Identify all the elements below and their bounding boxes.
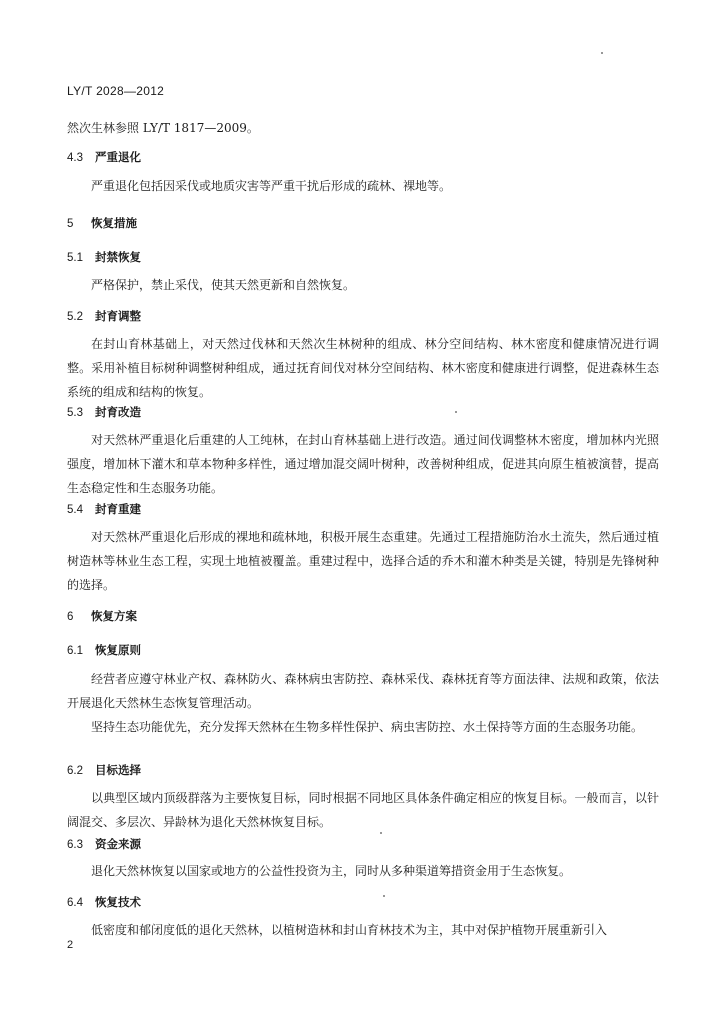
standard-code-header: LY/T 2028—2012 [67,84,165,98]
section-number: 6.1 [67,645,83,657]
section-title: 封育重建 [95,502,141,516]
section-heading-6 [67,609,137,624]
section-title: 恢复原则 [95,643,141,657]
section-heading-5-1 [67,250,141,265]
section-number: 5.3 [67,407,83,419]
paragraph-6-4: 低密度和郁闭度低的退化天然林，以植树造林和封山育林技术为主，其中对保护植物开展重新引入 [91,923,608,937]
section-heading-5-4 [67,502,141,517]
paragraph-6-2: 以典型区域内顶级群落为主要恢复目标，同时根据不同地区具体条件确定相应的恢复目标。一般而言，以针阔混交、多层次、异龄林为退化天然林恢复目标。 [67,791,659,829]
section-heading-6-4 [67,895,141,910]
section-number: 5 [67,218,74,230]
section-title: 封育改造 [95,405,141,419]
section-number: 4.3 [67,152,83,164]
section-title: 封育调整 [95,309,141,323]
section-number: 5.2 [67,311,83,323]
paragraph-5-3: 对天然林严重退化后重建的人工纯林，在封山育林基础上进行改造。通过间伐调整林木密度，增加林内光照强度，增加林下灌木和草本物种多样性，通过增加混交阔叶树种，改善树种组成，促进其向原生植被演替，提高生态稳定性和生态服务功能。 [67,433,659,495]
scan-speck [455,411,457,413]
section-number: 6.4 [67,897,83,909]
section-title: 恢复方案 [91,609,137,623]
section-number: 6 [67,611,74,623]
section-title: 资金来源 [95,837,141,851]
section-heading-5 [67,216,137,231]
section-heading-6-3 [67,837,141,852]
paragraph-6-1-b: 坚持生态功能优先，充分发挥天然林在生物多样性保护、病虫害防控、水土保持等方面的生态服务功能。 [91,720,644,734]
continuation-text: 然次生林参照 LY/T 1817—2009。 [67,121,259,135]
paragraph-5-1: 严格保护，禁止采伐，使其天然更新和自然恢复。 [91,278,356,292]
section-heading-5-2 [67,309,141,324]
scan-speck [601,52,603,54]
section-heading-6-2 [67,763,141,778]
section-number: 5.1 [67,252,83,264]
section-number: 6.2 [67,765,83,777]
section-title: 恢复技术 [95,895,141,909]
scan-speck [383,895,385,897]
section-number: 6.3 [67,839,83,851]
section-title: 恢复措施 [91,216,137,230]
section-title: 封禁恢复 [95,250,141,264]
paragraph-6-1-a: 经营者应遵守林业产权、森林防火、森林病虫害防控、森林采伐、森林抚育等方面法律、法规和政策，依法开展退化天然林生态恢复管理活动。 [67,672,659,710]
page-number: 2 [67,939,74,951]
scan-speck [380,832,382,834]
section-title: 严重退化 [95,150,141,164]
paragraph-5-4: 对天然林严重退化后形成的裸地和疏林地，积极开展生态重建。先通过工程措施防治水土流失，然后通过植树造林等林业生态工程，实现土地植被覆盖。重建过程中，选择合适的乔木和灌木种类是关键，特别是先锋树种的选择。 [67,530,659,592]
section-heading-4-3 [67,150,141,165]
section-title: 目标选择 [95,763,141,777]
section-heading-5-3 [67,405,141,420]
section-number: 5.4 [67,504,83,516]
paragraph-6-3: 退化天然林恢复以国家或地方的公益性投资为主，同时从多种渠道筹措资金用于生态恢复。 [91,864,572,878]
section-heading-6-1 [67,643,141,658]
paragraph-5-2: 在封山育林基础上，对天然过伐林和天然次生林树种的组成、林分空间结构、林木密度和健康情况进行调整。采用补植目标树种调整树种组成，通过抚育间伐对林分空间结构、林木密度和健康进行调整，促进森林生态系统的组成和结构的恢复。 [67,337,659,399]
paragraph-4-3: 严重退化包括因采伐或地质灾害等严重干扰后形成的疏林、裸地等。 [91,179,452,193]
